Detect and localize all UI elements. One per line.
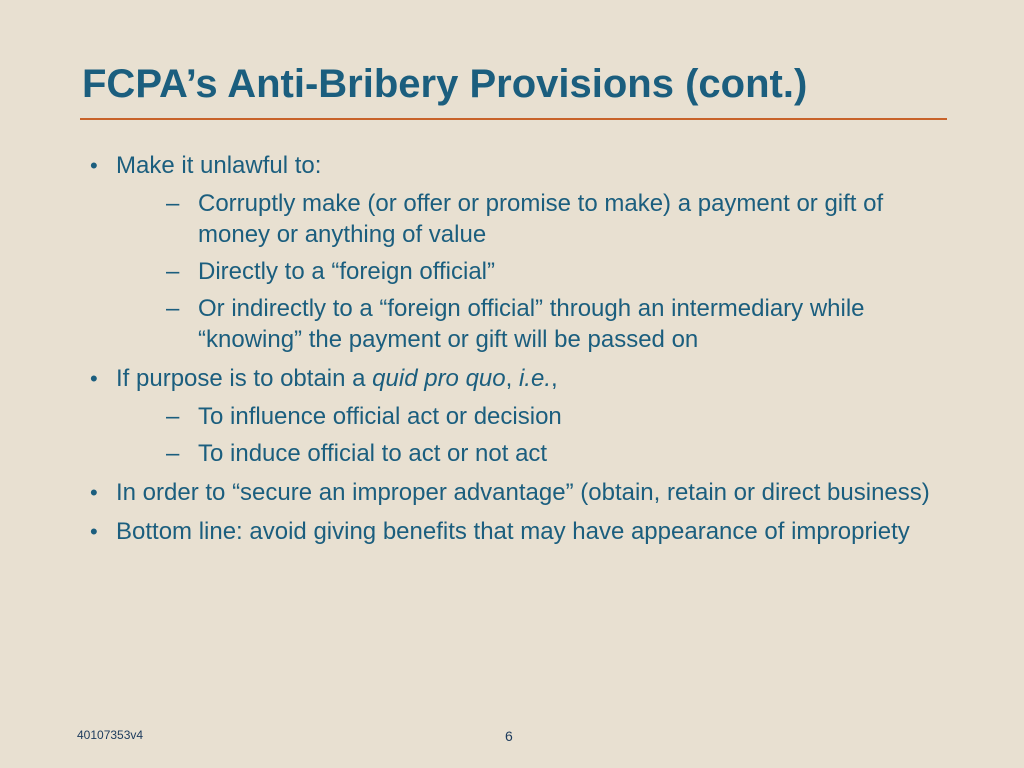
sub-list xyxy=(116,188,950,355)
bullet-text-italic: quid pro quo xyxy=(372,365,506,392)
sub-item xyxy=(116,256,950,287)
bullet-text xyxy=(116,365,558,392)
bullet-text: Make it unlawful to: xyxy=(116,152,322,179)
page-number: 6 xyxy=(505,728,513,744)
bullet-text-prefix: If purpose is to obtain a xyxy=(116,365,373,392)
bullet-text-italic: i.e. xyxy=(518,365,551,392)
dash-icon: – xyxy=(166,295,180,322)
bullet-item xyxy=(90,150,950,355)
dash-icon: – xyxy=(166,440,180,467)
bullet-text: Bottom line: avoid giving benefits that may have appearance of impropriety xyxy=(116,518,910,545)
dash-icon: – xyxy=(166,403,180,430)
sub-list xyxy=(116,401,950,469)
sub-item-text: To influence official act or decision xyxy=(198,403,562,430)
bullet-text: In order to “secure an improper advantage” (obtain, retain or direct business) xyxy=(116,479,930,506)
sub-item xyxy=(116,401,950,432)
sub-item xyxy=(116,188,950,250)
dash-icon: – xyxy=(166,190,180,217)
sub-item-text: Corruptly make (or offer or promise to make) a payment or gift of money or anything of value xyxy=(198,190,884,248)
sub-item xyxy=(116,438,950,469)
document-id: 40107353v4 xyxy=(77,728,144,742)
bullet-item xyxy=(90,363,950,469)
dash-icon: – xyxy=(166,258,180,285)
title-divider xyxy=(80,118,947,120)
slide-title: FCPA’s Anti-Bribery Provisions (cont.) xyxy=(82,62,808,106)
bullet-text-suffix: , xyxy=(550,365,558,392)
sub-item-text: Or indirectly to a “foreign official” through an intermediary while “knowing” the payment or gift will be passed on xyxy=(198,295,865,353)
bullet-icon: • xyxy=(90,366,98,391)
bullet-icon: • xyxy=(90,480,98,505)
bullet-icon: • xyxy=(90,153,98,178)
sub-item-text: Directly to a “foreign official” xyxy=(198,258,495,285)
sub-item xyxy=(116,293,950,355)
slide-content xyxy=(90,150,950,555)
bullet-item xyxy=(90,516,950,547)
sub-item-text: To induce official to act or not act xyxy=(198,440,548,467)
bullet-icon: • xyxy=(90,519,98,544)
bullet-item xyxy=(90,477,950,508)
bullet-text-separator: , xyxy=(505,365,519,392)
